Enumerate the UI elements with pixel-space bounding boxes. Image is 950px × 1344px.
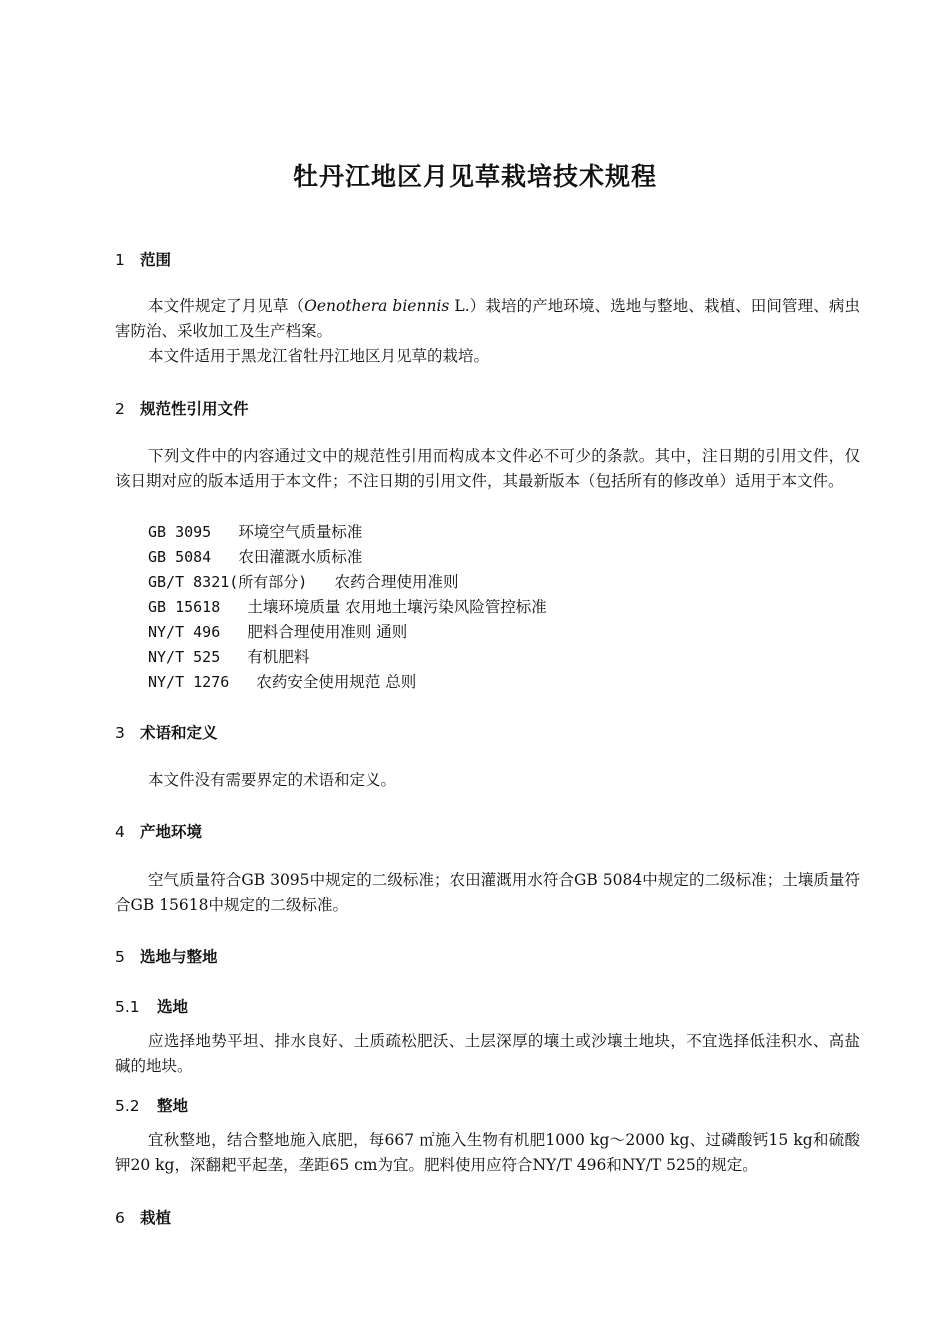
section-2-heading: [115, 397, 249, 419]
section-6-heading: [115, 1206, 171, 1228]
subsection-5-2-paragraph: 宜秋整地，结合整地施入底肥，每667 ㎡施入生物有机肥1000 kg～2000 kg、过磷酸钙15 kg和硫酸钾20 kg，深翻耙平起垄，垄距65 cm为宜。肥料使用应符合NY/T 496和NY/T 525的规定。: [115, 1131, 860, 1174]
section-1-paragraph-1: 本文件规定了月见草（Oenothera biennis L.）栽培的产地环境、选地与整地、栽植、田间管理、病虫害防治、采收加工及生产档案。: [115, 297, 860, 340]
section-number: 5: [115, 948, 125, 966]
section-3-paragraph-1: 本文件没有需要界定的术语和定义。: [148, 771, 397, 789]
reference-item: NY/T 1276 农药安全使用规范 总则: [148, 673, 417, 691]
subsection-5-1-heading: [115, 995, 188, 1017]
reference-item: GB 3095 环境空气质量标准: [148, 523, 363, 541]
subsection-5-1-paragraph: 应选择地势平坦、排水良好、土质疏松肥沃、土层深厚的壤土或沙壤土地块，不宜选择低洼积水、高盐碱的地块。: [115, 1032, 860, 1075]
section-title: 选地与整地: [140, 948, 218, 966]
reference-item: NY/T 496 肥料合理使用准则 通则: [148, 623, 408, 641]
subsection-number: 5.1: [115, 998, 140, 1016]
section-title: 术语和定义: [140, 724, 218, 742]
section-title: 范围: [140, 251, 172, 269]
document-title: 牡丹江地区月见草栽培技术规程: [292, 162, 657, 191]
section-number: 1: [115, 251, 125, 269]
reference-item: GB 15618 土壤环境质量 农用地土壤污染风险管控标准: [148, 598, 547, 616]
section-number: 6: [115, 1209, 125, 1227]
section-5-heading: [115, 945, 218, 967]
section-title: 栽植: [140, 1209, 172, 1227]
section-number: 4: [115, 823, 125, 841]
subsection-title: 选地: [157, 998, 189, 1016]
reference-item: GB 5084 农田灌溉水质标准: [148, 548, 363, 566]
section-title: 规范性引用文件: [140, 400, 249, 418]
reference-item: GB/T 8321(所有部分) 农药合理使用准则: [148, 573, 459, 591]
subsection-number: 5.2: [115, 1097, 140, 1115]
section-1-heading: [115, 248, 171, 270]
subsection-title: 整地: [157, 1097, 189, 1115]
section-2-paragraph-1: 下列文件中的内容通过文中的规范性引用而构成本文件必不可少的条款。其中，注日期的引用文件，仅该日期对应的版本适用于本文件；不注日期的引用文件，其最新版本（包括所有的修改单）适用于本文件。: [115, 447, 860, 490]
reference-item: NY/T 525 有机肥料: [148, 648, 310, 666]
section-4-heading: [115, 820, 202, 842]
section-3-heading: [115, 721, 218, 743]
latin-name: Oenothera biennis: [304, 297, 450, 315]
section-number: 2: [115, 400, 125, 418]
section-1-paragraph-2: 本文件适用于黑龙江省牡丹江地区月见草的栽培。: [148, 347, 490, 365]
section-4-paragraph-1: 空气质量符合GB 3095中规定的二级标准；农田灌溉用水符合GB 5084中规定的二级标准；土壤质量符合GB 15618中规定的二级标准。: [115, 871, 860, 914]
subsection-5-2-heading: [115, 1094, 188, 1116]
section-title: 产地环境: [140, 823, 203, 841]
section-number: 3: [115, 724, 125, 742]
